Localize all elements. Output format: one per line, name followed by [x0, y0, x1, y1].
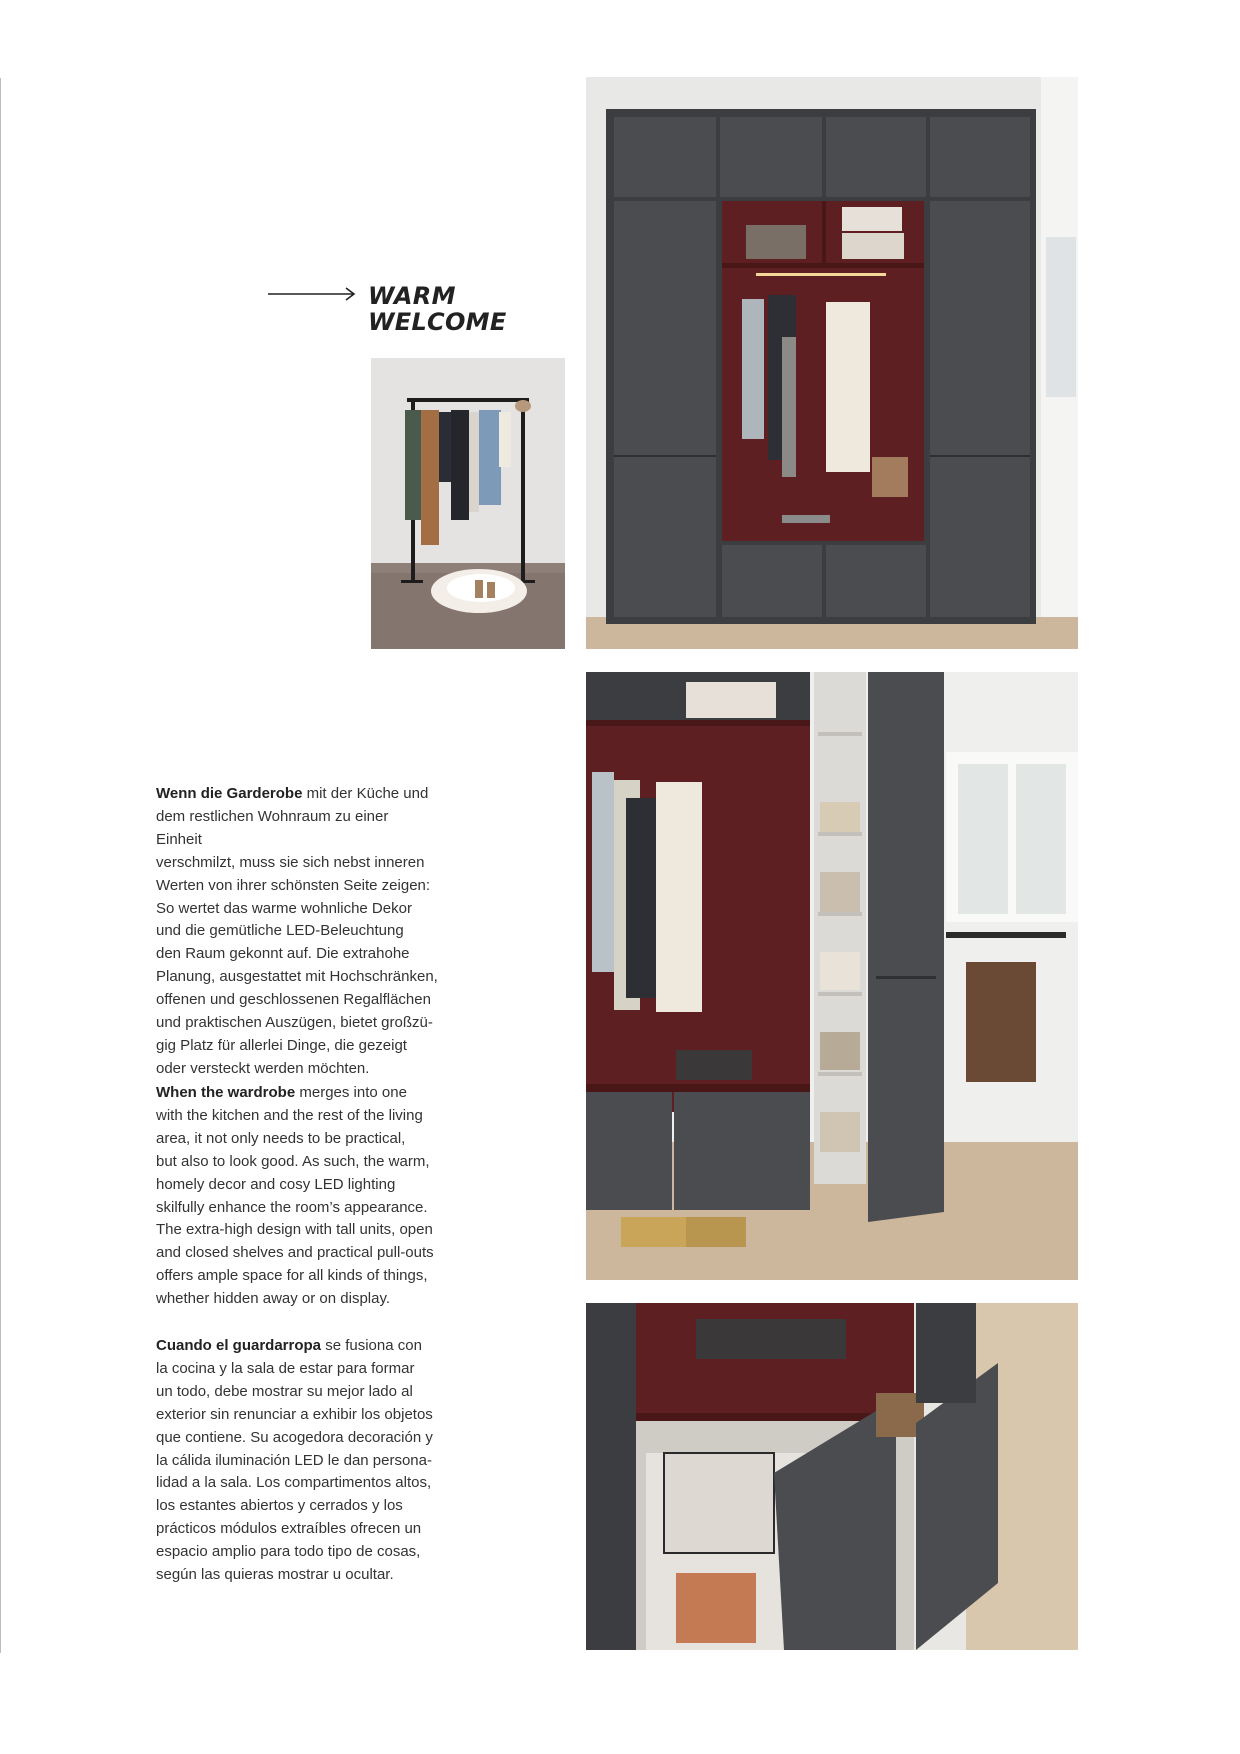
text-line: mit der Küche und	[302, 785, 429, 802]
text-line: den Raum gekonnt auf. Die extrahohe	[156, 945, 410, 963]
text-line: with the kitchen and the rest of the living	[156, 1106, 423, 1124]
text-line: The extra-high design with tall units, open	[156, 1221, 433, 1239]
text-line: offers ample space for all kinds of things,	[156, 1267, 428, 1285]
text-line: la cocina y la sala de estar para formar	[156, 1359, 415, 1377]
arrow-right-icon	[268, 286, 356, 302]
text-line: merges into one	[295, 1084, 407, 1101]
text-line: und die gemütliche LED-Beleuchtung	[156, 922, 404, 940]
text-line: la cálida iluminación LED le dan persona-	[156, 1451, 432, 1469]
text-line: homely decor and cosy LED lighting	[156, 1175, 396, 1193]
section-headline	[368, 283, 507, 335]
text-line: verschmilzt, muss sie sich nebst inneren	[156, 853, 425, 871]
text-line: los estantes abiertos y cerrados y los	[156, 1497, 403, 1515]
text-line: skilfully enhance the room’s appearance.	[156, 1198, 428, 1216]
paragraph-german	[156, 783, 438, 1081]
open-wardrobe-photo	[586, 672, 1078, 1280]
paragraph-english-lead: When the wardrobe	[156, 1084, 296, 1101]
text-line: Werten von ihrer schönsten Seite zeigen:	[156, 876, 431, 894]
text-line: So wertet das warme wohnliche Dekor	[156, 899, 412, 917]
text-line: exterior sin renunciar a exhibir los objetos	[156, 1405, 433, 1423]
headline-line-2: WELCOME	[368, 308, 507, 336]
text-line: Planung, ausgestattet mit Hochschränken,	[156, 968, 438, 986]
text-line: un todo, debe mostrar su mejor lado al	[156, 1382, 413, 1400]
text-line: but also to look good. As such, the warm,	[156, 1152, 430, 1170]
text-line: que contiene. Su acogedora decoración y	[156, 1428, 433, 1446]
paragraph-spanish-lead: Cuando el guardarropa	[156, 1337, 322, 1354]
text-line: gig Platz für allerlei Dinge, die gezeigt	[156, 1036, 407, 1054]
text-line: espacio amplio para todo tipo de cosas,	[156, 1543, 421, 1561]
text-line: area, it not only needs to be practical,	[156, 1129, 406, 1147]
text-line: whether hidden away or on display.	[156, 1290, 391, 1308]
headline-line-1: WARM	[368, 282, 456, 310]
text-line: se fusiona con	[321, 1337, 422, 1354]
text-line: and closed shelves and practical pull-outs	[156, 1244, 434, 1262]
paragraph-english	[156, 1082, 438, 1311]
page-edge-rule	[0, 78, 1, 1653]
pull-out-drawers-photo	[586, 1303, 1078, 1650]
tall-wardrobe-photo	[586, 77, 1078, 649]
text-line: oder versteckt werden möchten.	[156, 1059, 370, 1077]
clothes-rack-photo	[371, 358, 565, 649]
paragraph-spanish	[156, 1335, 438, 1587]
text-line: offenen und geschlossenen Regalflächen	[156, 991, 431, 1009]
text-line: dem restlichen Wohnraum zu einer Einheit	[156, 807, 389, 848]
paragraph-german-lead: Wenn die Garderobe	[156, 785, 303, 802]
text-line: prácticos módulos extraíbles ofrecen un	[156, 1520, 422, 1538]
text-line: según las quieras mostrar u ocultar.	[156, 1566, 394, 1584]
text-line: und praktischen Auszügen, bietet großzü-	[156, 1014, 433, 1032]
text-line: lidad a la sala. Los compartimentos altos,	[156, 1474, 432, 1492]
